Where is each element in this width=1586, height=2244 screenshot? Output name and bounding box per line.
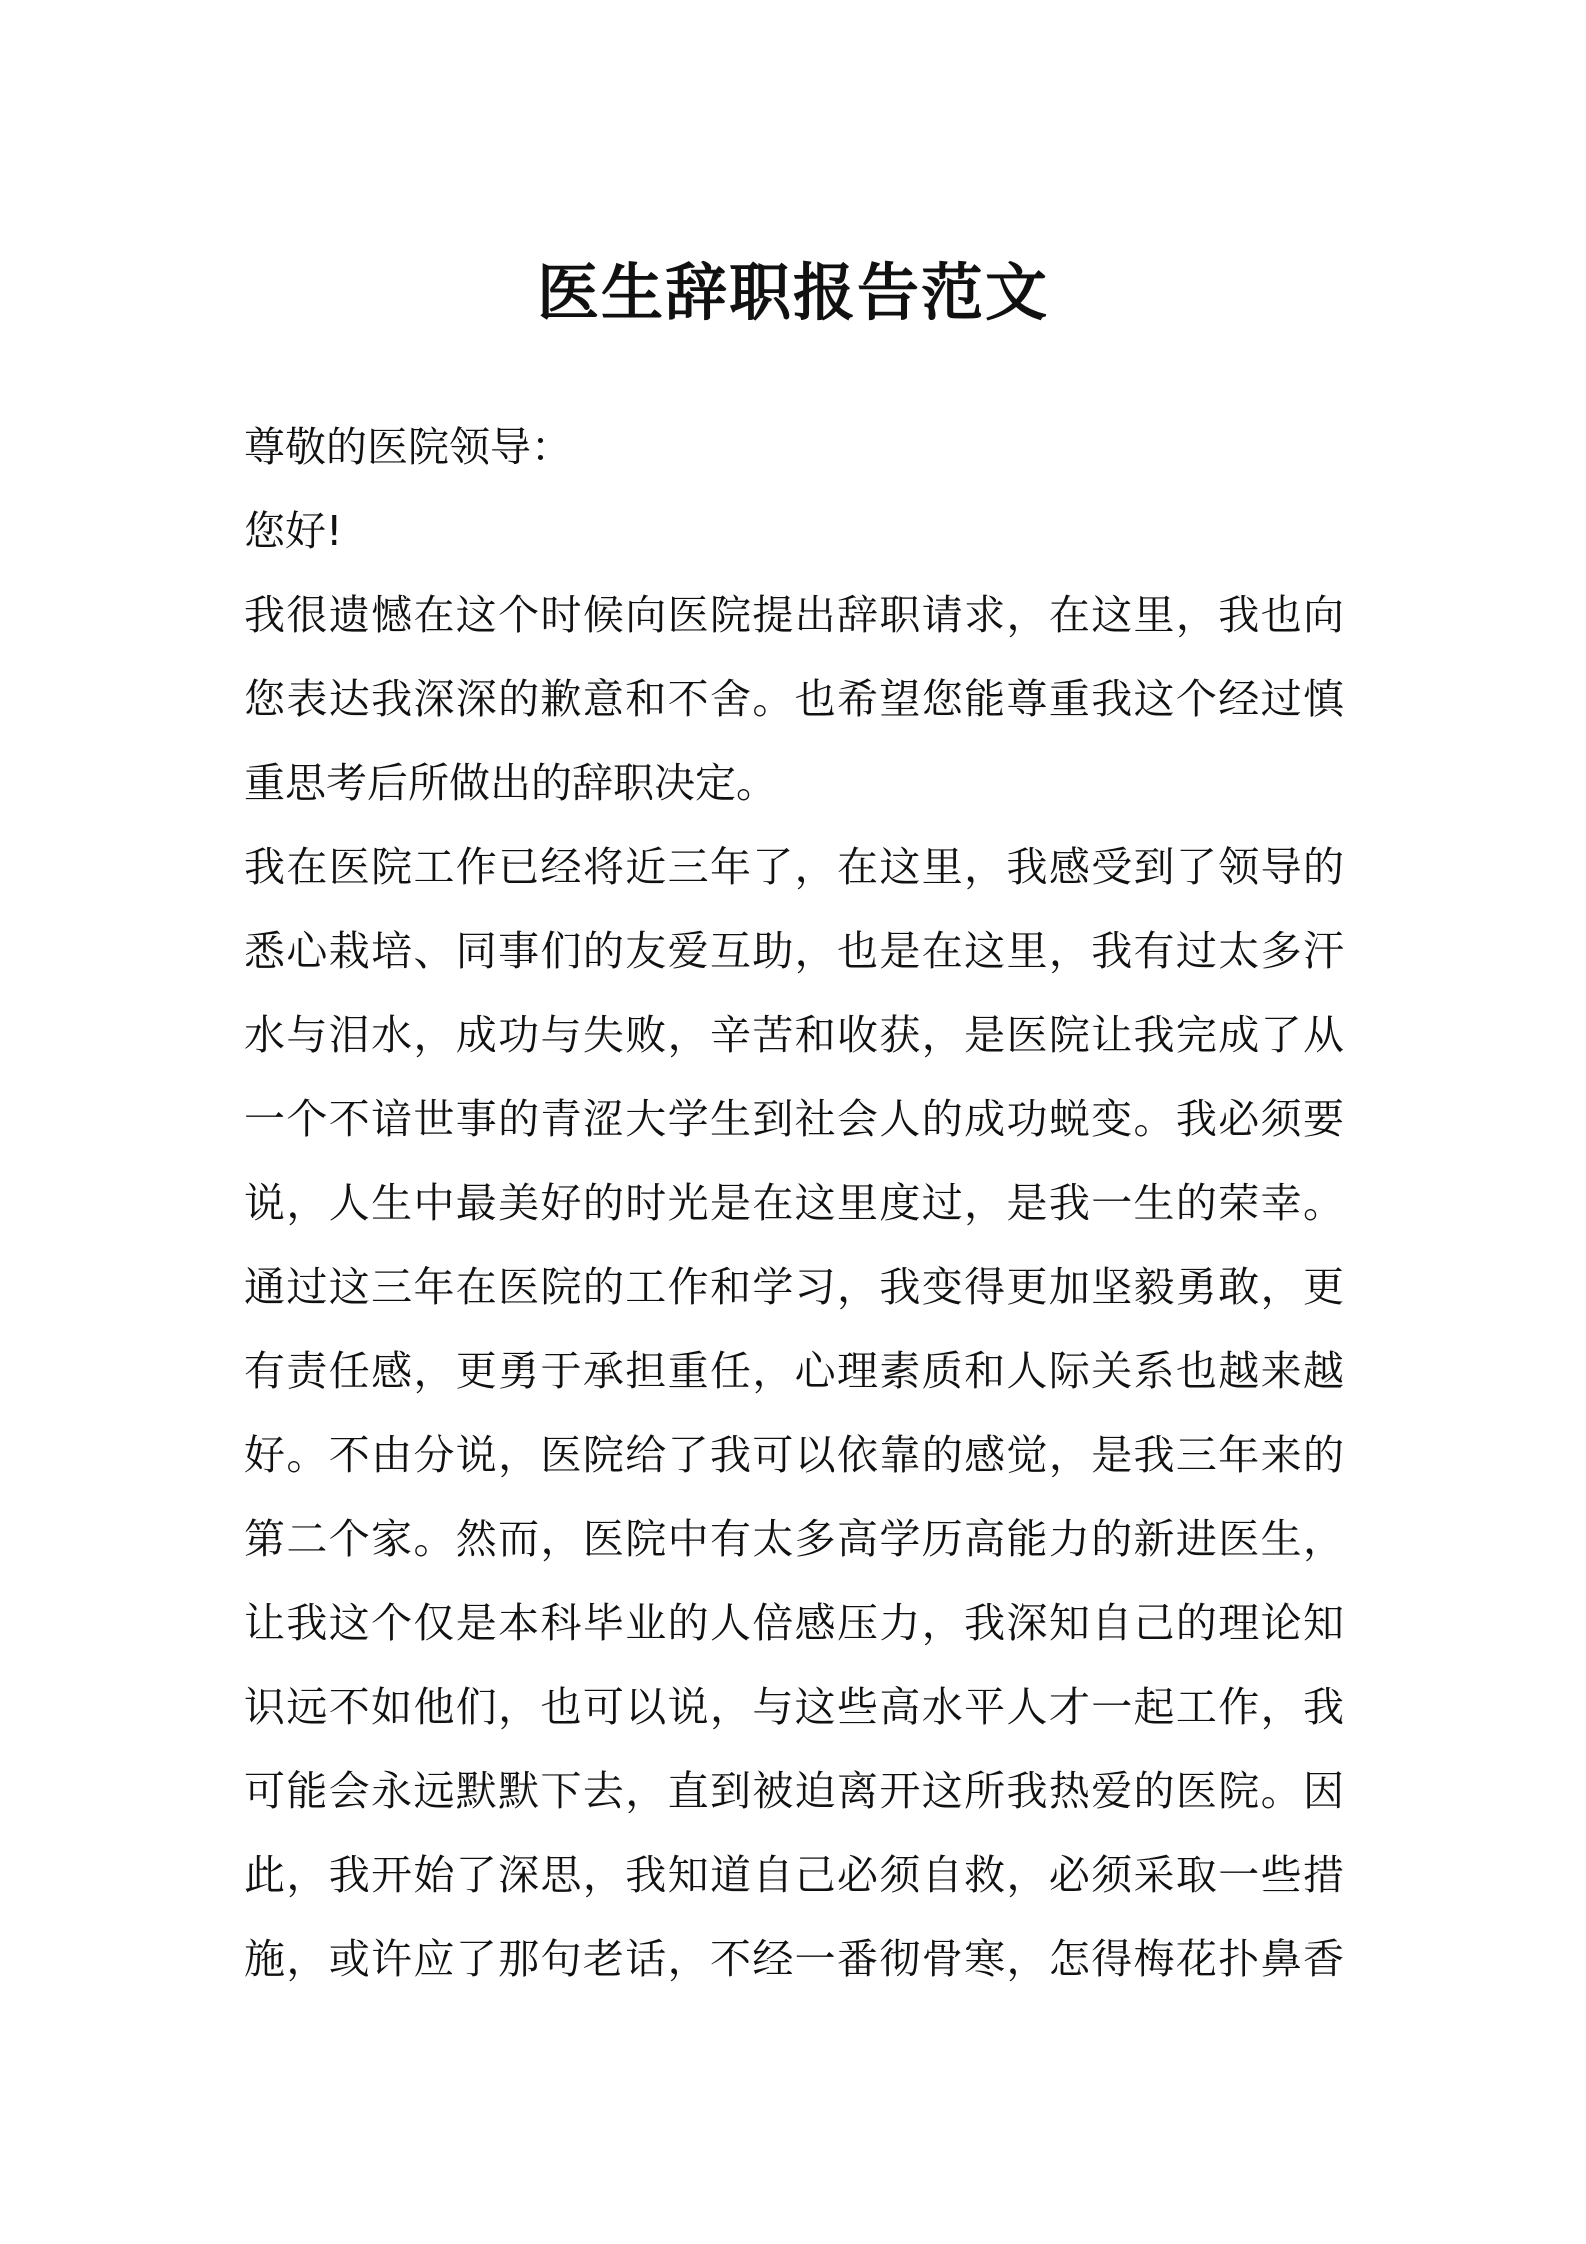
- paragraph-line: 重思考后所做出的辞职决定。: [244, 759, 777, 807]
- paragraph-line: 水与泪水，成功与失败，辛苦和收获，是医院让我完成了从: [244, 1011, 1344, 1059]
- paragraph-line: 可能会永远默默下去，直到被迫离开这所我热爱的医院。因: [244, 1767, 1344, 1815]
- paragraph-line: 施，或许应了那句老话，不经一番彻骨寒，怎得梅花扑鼻香: [244, 1935, 1344, 1983]
- paragraph-line: 让我这个仅是本科毕业的人倍感压力，我深知自己的理论知: [244, 1599, 1344, 1647]
- greeting-line: 您好!: [244, 507, 343, 555]
- paragraph-line: 一个不谙世事的青涩大学生到社会人的成功蜕变。我必须要: [244, 1095, 1344, 1143]
- salutation-line: 尊敬的医院领导：: [244, 423, 572, 471]
- paragraph-line: 我很遗憾在这个时候向医院提出辞职请求，在这里，我也向: [244, 591, 1344, 639]
- document-title: 医生辞职报告范文: [536, 256, 1049, 329]
- paragraph-line: 您表达我深深的歉意和不舍。也希望您能尊重我这个经过慎: [244, 675, 1344, 723]
- paragraph-line: 有责任感，更勇于承担重任，心理素质和人际关系也越来越: [244, 1347, 1344, 1395]
- paragraph-line: 通过这三年在医院的工作和学习，我变得更加坚毅勇敢，更: [244, 1263, 1344, 1311]
- paragraph-line: 说，人生中最美好的时光是在这里度过，是我一生的荣幸。: [244, 1179, 1344, 1227]
- paragraph-line: 我在医院工作已经将近三年了，在这里，我感受到了领导的: [244, 843, 1344, 891]
- paragraph-line: 识远不如他们，也可以说，与这些高水平人才一起工作，我: [244, 1683, 1344, 1731]
- paragraph-line: 第二个家。然而，医院中有太多高学历高能力的新进医生，: [244, 1515, 1344, 1563]
- paragraph-line: 好。不由分说，医院给了我可以依靠的感觉，是我三年来的: [244, 1431, 1344, 1479]
- paragraph-line: 悉心栽培、同事们的友爱互助，也是在这里，我有过太多汗: [244, 927, 1344, 975]
- paragraph-line: 此，我开始了深思，我知道自己必须自救，必须采取一些措: [244, 1851, 1344, 1899]
- document-body: [244, 405, 1344, 2001]
